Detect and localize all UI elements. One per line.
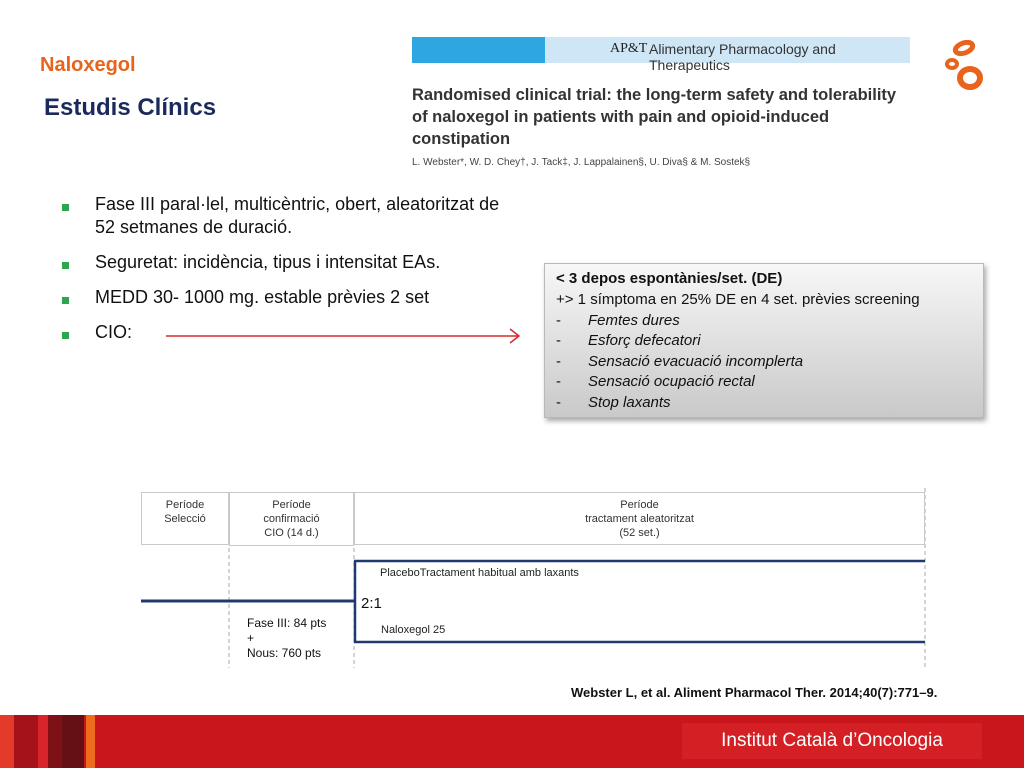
cio-item-text: Stop laxants (588, 394, 671, 411)
footer-stripe (14, 715, 38, 768)
citation-reference: Webster L, et al. Aliment Pharmacol Ther. 2014;40(7):771–9. (571, 685, 938, 700)
period-confirmation (229, 492, 354, 546)
patient-count-line: Fase III: 84 pts (247, 616, 327, 630)
period-label: tractament aleatoritzat (585, 513, 694, 525)
article-title: Randomised clinical trial: the long-term safety and tolerability of naloxegol in patients with pain and opioid-induced constipation (412, 86, 897, 148)
page-title: Estudis Clínics (44, 94, 217, 121)
cio-item-text: Sensació evacuació incomplerta (588, 353, 804, 370)
period-label: (52 set.) (619, 527, 660, 539)
patient-count (247, 616, 326, 661)
article-authors: L. Webster*, W. D. Chey†, J. Tack‡, J. Lappalainen§, U. Diva§ & M. Sostek§ (412, 157, 751, 168)
period-screening (141, 492, 229, 545)
period-label: Selecció (164, 513, 206, 525)
cio-symptom-line: +> 1 símptoma en 25% DE en 4 set. prèvies screening (556, 291, 920, 308)
bullet-text: CIO: (95, 322, 133, 342)
footer-stripe (62, 715, 84, 768)
cio-dash: - (556, 394, 561, 411)
footer-stripe (0, 715, 14, 768)
period-label: CIO (14 d.) (264, 527, 319, 539)
patient-count-line: Nous: 760 pts (247, 646, 322, 660)
footer-stripe (48, 715, 62, 768)
footer-institution-label: Institut Català d’Oncologia (682, 723, 982, 759)
patient-count-line: + (247, 631, 255, 645)
journal-name: Alimentary Pharmacology and Therapeutics (649, 41, 836, 73)
cio-item-text: Femtes dures (588, 312, 680, 329)
cio-heading: < 3 depos espontànies/set. (DE) (556, 270, 783, 287)
period-label: Període (165, 499, 205, 511)
bullet-text: Seguretat: incidència, tipus i intensitat EAs. (95, 252, 441, 272)
cio-dash: - (556, 353, 561, 370)
footer-stripe (38, 715, 48, 768)
footer-stripe (86, 715, 95, 768)
bullet-text: MEDD 30- 1000 mg. estable prèvies 2 set (95, 287, 430, 307)
footer-bar (0, 715, 1024, 768)
period-label: Període (620, 499, 659, 511)
journal-logo: AP&T (610, 41, 648, 56)
naloxegol-arm-label: Naloxegol 25 (381, 624, 446, 636)
bullet-text: Fase III paral·lel, multicèntric, obert, aleatoritzat de 52 setmanes de duració. (95, 194, 500, 237)
randomization-ratio: 2:1 (361, 595, 382, 612)
placebo-arm-label: PlaceboTractament habitual amb laxants (380, 567, 579, 579)
period-label: Període (272, 499, 311, 511)
cio-item-text: Sensació ocupació rectal (588, 373, 755, 390)
period-randomized-treatment (354, 492, 925, 545)
section-subtitle: Naloxegol (40, 54, 136, 76)
cio-dash: - (556, 312, 561, 329)
cio-dash: - (556, 373, 561, 390)
period-label: confirmació (263, 513, 320, 525)
cio-item-text: Esforç defecatori (588, 332, 701, 349)
cio-dash: - (556, 332, 561, 349)
